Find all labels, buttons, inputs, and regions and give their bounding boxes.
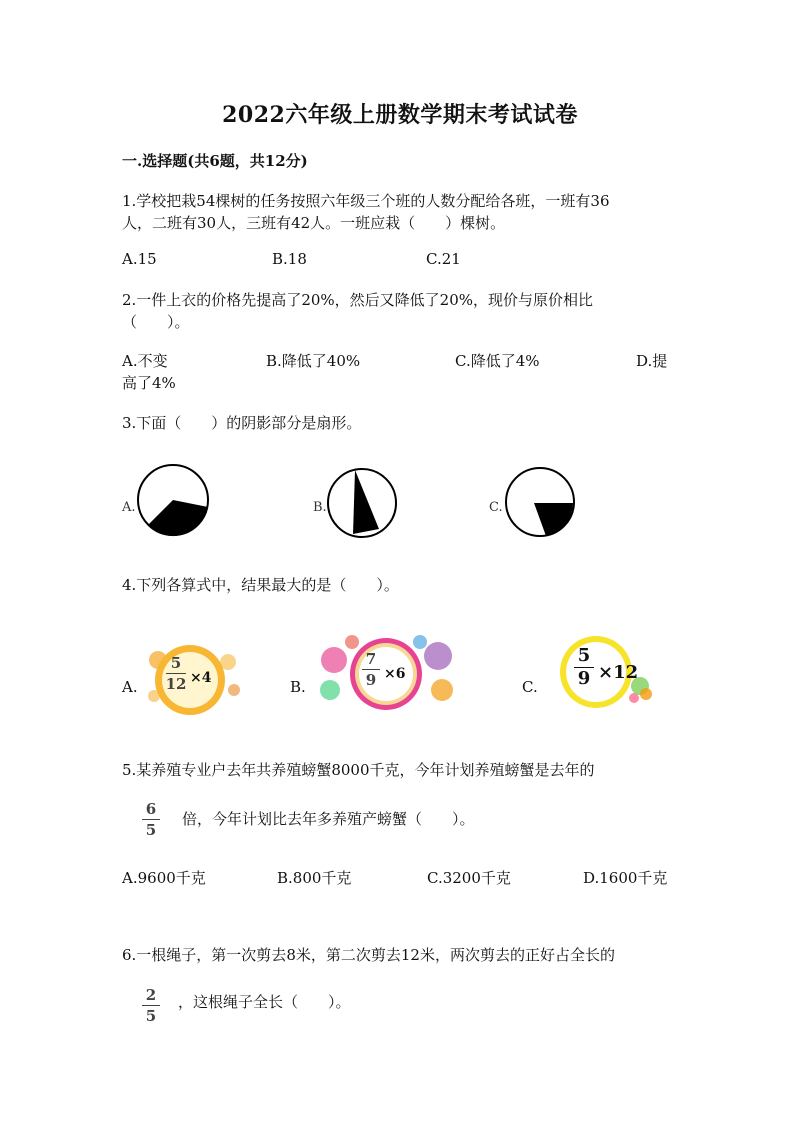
q4-b-operation: ×6 [384, 666, 406, 682]
q4-text: 4.下列各算式中，结果最大的是（ ）。 [122, 576, 399, 594]
q1-option-b[interactable]: B.18 [272, 250, 307, 268]
page-title: 2022六年级上册数学期末考试试卷 [222, 102, 578, 128]
q4-c-operation: ×12 [598, 662, 639, 683]
q4-c-denominator: 9 [577, 668, 591, 689]
q5-fraction [140, 800, 162, 839]
q5-line2: 倍，今年计划比去年多养殖产螃蟹（ ）。 [182, 810, 475, 828]
q5-option-b[interactable]: B.800千克 [277, 869, 352, 887]
section-heading: 一.选择题(共6题，共12分) [122, 152, 308, 170]
q5-option-c[interactable]: C.3200千克 [427, 869, 511, 887]
q5-fraction-denominator: 5 [145, 821, 157, 839]
q6-line1: 6.一根绳子，第一次剪去8米，第二次剪去12米，两次剪去的正好占全长的 [122, 946, 615, 964]
q4-a-denominator: 12 [165, 675, 187, 693]
q2-option-c[interactable]: C.降低了4% [455, 352, 540, 370]
q5-line1: 5.某养殖专业户去年共养殖螃蟹8000千克，今年计划养殖螃蟹是去年的 [122, 761, 595, 779]
q4-badge-c-sun-icon [552, 634, 656, 712]
q4-a-operation: ×4 [190, 670, 212, 686]
q2-option-d-cont: 高了4% [122, 374, 176, 392]
q5-option-d[interactable]: D.1600千克 [583, 869, 668, 887]
q3-option-b[interactable]: B. [313, 500, 327, 515]
q4-badge-a-flower-icon [140, 640, 244, 718]
q4-b-denominator: 9 [365, 671, 377, 689]
q3-option-c[interactable]: C. [489, 500, 503, 515]
q4-option-c[interactable]: C. [522, 678, 538, 696]
q1-line2: 人，二班有30人，三班有42人。一班应栽（ ）棵树。 [122, 214, 506, 232]
q5-option-a[interactable]: A.9600千克 [122, 869, 206, 887]
q6-fraction [140, 986, 162, 1025]
q6-fraction-numerator: 2 [145, 986, 157, 1004]
q3-text: 3.下面（ ）的阴影部分是扇形。 [122, 414, 362, 432]
q2-option-a[interactable]: A.不变 [122, 352, 168, 370]
q1-line1: 1.学校把栽54棵树的任务按照六年级三个班的人数分配给各班，一班有36 [122, 192, 610, 210]
q4-badge-b-floral-icon [310, 632, 462, 714]
q5-fraction-numerator: 6 [145, 800, 157, 818]
q2-line2: （ ）。 [122, 313, 190, 331]
q4-b-numerator: 7 [365, 650, 377, 668]
q3-figure-c-quadrilateral-icon [503, 465, 577, 539]
q1-option-a[interactable]: A.15 [122, 250, 157, 268]
q1-option-c[interactable]: C.21 [426, 250, 461, 268]
q2-option-d[interactable]: D.提 [636, 352, 668, 370]
q4-option-a[interactable]: A. [122, 678, 138, 696]
q3-figure-a-sector-icon [135, 462, 211, 538]
q2-line1: 2.一件上衣的价格先提高了20%，然后又降低了20%，现价与原价相比 [122, 291, 593, 309]
q6-line2: ，这根绳子全长（ ）。 [178, 993, 351, 1011]
q2-option-b[interactable]: B.降低了40% [266, 352, 361, 370]
q3-figure-b-triangle-icon [325, 466, 399, 540]
q4-option-b[interactable]: B. [290, 678, 306, 696]
q4-c-numerator: 5 [577, 645, 591, 666]
q3-option-a[interactable]: A. [122, 500, 136, 515]
q4-a-numerator: 5 [170, 654, 182, 672]
q6-fraction-denominator: 5 [145, 1007, 157, 1025]
